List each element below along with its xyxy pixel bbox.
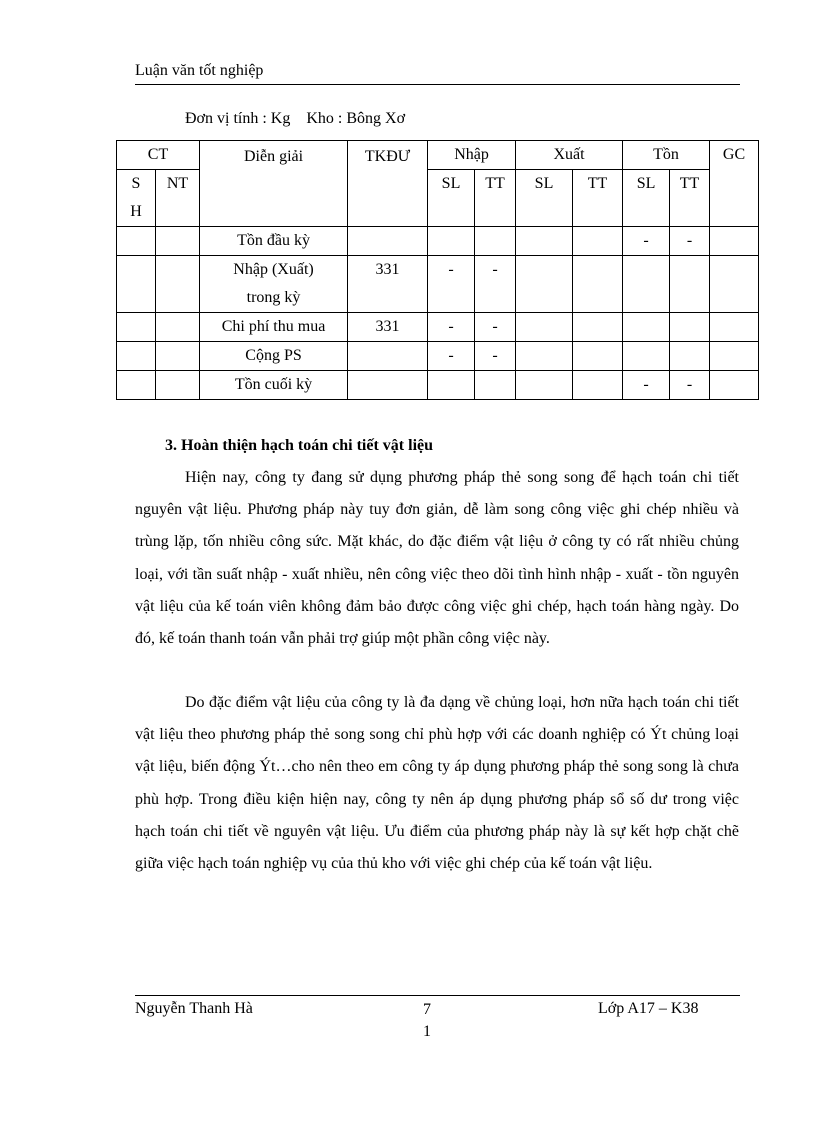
ledger-table xyxy=(116,140,759,400)
cell-nhap-sl: - xyxy=(428,256,475,313)
cell-sh xyxy=(117,371,156,400)
cell-sh xyxy=(117,313,156,342)
cell-tkdu xyxy=(348,371,428,400)
table-row xyxy=(117,313,759,342)
paragraph-2: Do đặc điểm vật liệu của công ty là đa dạng về chủng loại, hơn nữa hạch toán chi tiết vật liệu theo phương pháp thẻ song song chỉ phù hợp với các doanh nghiệp có Ýt chủng loại vật liệu, biến động Ýt…cho nên theo em công ty áp dụng phương pháp thẻ song song là chưa phù hợp. Trong điều kiện hiện nay, công ty nên áp dụng phương pháp sổ số dư trong việc hạch toán chi tiết về nguyên vật liệu. Ưu điểm của phương pháp này là sự kết hợp chặt chẽ giữa việc hạch toán nghiệp vụ của thủ kho với việc ghi chép của kế toán vật liệu. xyxy=(135,694,739,873)
running-header: Luận văn tốt nghiệp xyxy=(135,62,264,79)
cell-xuat-sl xyxy=(516,227,573,256)
unit-warehouse-line: Đơn vị tính : Kg Kho : Bông Xơ xyxy=(185,110,406,127)
header-nhap-tt: TT xyxy=(475,170,516,227)
cell-dien-giai: Tồn cuối kỳ xyxy=(200,371,348,400)
table-row xyxy=(117,227,759,256)
header-ct: CT xyxy=(117,141,200,170)
cell-ton-tt xyxy=(670,342,710,371)
cell-nt xyxy=(156,256,200,313)
section-heading: 3. Hoàn thiện hạch toán chi tiết vật liệu xyxy=(165,437,434,454)
footer-page-bottom: 1 xyxy=(423,1023,431,1040)
header-sh: S H xyxy=(117,170,156,227)
cell-tkdu: 331 xyxy=(348,256,428,313)
cell-ton-tt: - xyxy=(670,371,710,400)
cell-nt xyxy=(156,342,200,371)
cell-nhap-tt: - xyxy=(475,313,516,342)
header-nt: NT xyxy=(156,170,200,227)
cell-nhap-sl: - xyxy=(428,342,475,371)
cell-nhap-tt: - xyxy=(475,256,516,313)
header-ton-sl: SL xyxy=(623,170,670,227)
cell-dien-giai: Cộng PS xyxy=(200,342,348,371)
footer-rule xyxy=(135,995,740,996)
table-row xyxy=(117,256,759,313)
cell-nhap-sl: - xyxy=(428,313,475,342)
cell-xuat-sl xyxy=(516,313,573,342)
cell-xuat-sl xyxy=(516,371,573,400)
header-ton: Tồn xyxy=(623,141,710,170)
cell-nhap-tt xyxy=(475,371,516,400)
footer-page-number xyxy=(420,999,434,1043)
cell-xuat-tt xyxy=(573,371,623,400)
header-nhap-sl: SL xyxy=(428,170,475,227)
header-nhap: Nhập xyxy=(428,141,516,170)
cell-ton-sl: - xyxy=(623,371,670,400)
cell-nhap-tt: - xyxy=(475,342,516,371)
cell-ton-sl: - xyxy=(623,227,670,256)
cell-ton-tt xyxy=(670,256,710,313)
cell-xuat-sl xyxy=(516,256,573,313)
cell-tkdu: 331 xyxy=(348,313,428,342)
table-row xyxy=(117,371,759,400)
cell-xuat-tt xyxy=(573,256,623,313)
cell-gc xyxy=(710,227,759,256)
cell-tkdu xyxy=(348,227,428,256)
cell-ton-sl xyxy=(623,256,670,313)
header-rule xyxy=(135,84,740,85)
cell-gc xyxy=(710,313,759,342)
header-xuat: Xuất xyxy=(516,141,623,170)
cell-xuat-tt xyxy=(573,313,623,342)
cell-xuat-tt xyxy=(573,342,623,371)
header-xuat-sl: SL xyxy=(516,170,573,227)
header-tkdu: TKĐƯ xyxy=(348,141,428,227)
cell-dien-giai: Chi phí thu mua xyxy=(200,313,348,342)
header-xuat-tt: TT xyxy=(573,170,623,227)
header-dien-giai: Diễn giải xyxy=(200,141,348,227)
footer-page-top: 7 xyxy=(423,1001,431,1018)
cell-sh xyxy=(117,256,156,313)
paragraph-1: Hiện nay, công ty đang sử dụng phương pháp thẻ song song để hạch toán chi tiết nguyên vật liệu. Phương pháp này tuy đơn giản, dễ làm song công việc ghi chép nhiều và trùng lặp, tốn nhiều công sức. Mặt khác, do đặc điểm vật liệu ở công ty có rất nhiều chủng loại, với tần suất nhập - xuất nhiều, nên công việc theo dõi tình hình nhập - xuất - tồn nguyên vật liệu của kế toán viên không đảm bảo được công việc ghi chép, hạch toán hàng ngày. Do đó, kế toán thanh toán vẫn phải trợ giúp một phần công việc này. xyxy=(135,469,739,648)
cell-nt xyxy=(156,227,200,256)
cell-gc xyxy=(710,342,759,371)
cell-gc xyxy=(710,256,759,313)
header-ton-tt: TT xyxy=(670,170,710,227)
cell-dien-giai: Nhập (Xuất) trong kỳ xyxy=(200,256,348,313)
cell-gc xyxy=(710,371,759,400)
cell-dien-giai: Tồn đầu kỳ xyxy=(200,227,348,256)
table-row xyxy=(117,342,759,371)
cell-nt xyxy=(156,371,200,400)
footer-class-label: Lớp A17 – K38 xyxy=(598,1000,699,1017)
header-gc: GC xyxy=(710,141,759,227)
cell-ton-sl xyxy=(623,342,670,371)
cell-nhap-sl xyxy=(428,371,475,400)
cell-nhap-sl xyxy=(428,227,475,256)
cell-tkdu xyxy=(348,342,428,371)
cell-ton-sl xyxy=(623,313,670,342)
cell-ton-tt xyxy=(670,313,710,342)
cell-xuat-sl xyxy=(516,342,573,371)
cell-sh xyxy=(117,342,156,371)
cell-nt xyxy=(156,313,200,342)
cell-ton-tt: - xyxy=(670,227,710,256)
cell-sh xyxy=(117,227,156,256)
footer-author: Nguyễn Thanh Hà xyxy=(135,1000,253,1017)
cell-nhap-tt xyxy=(475,227,516,256)
cell-xuat-tt xyxy=(573,227,623,256)
